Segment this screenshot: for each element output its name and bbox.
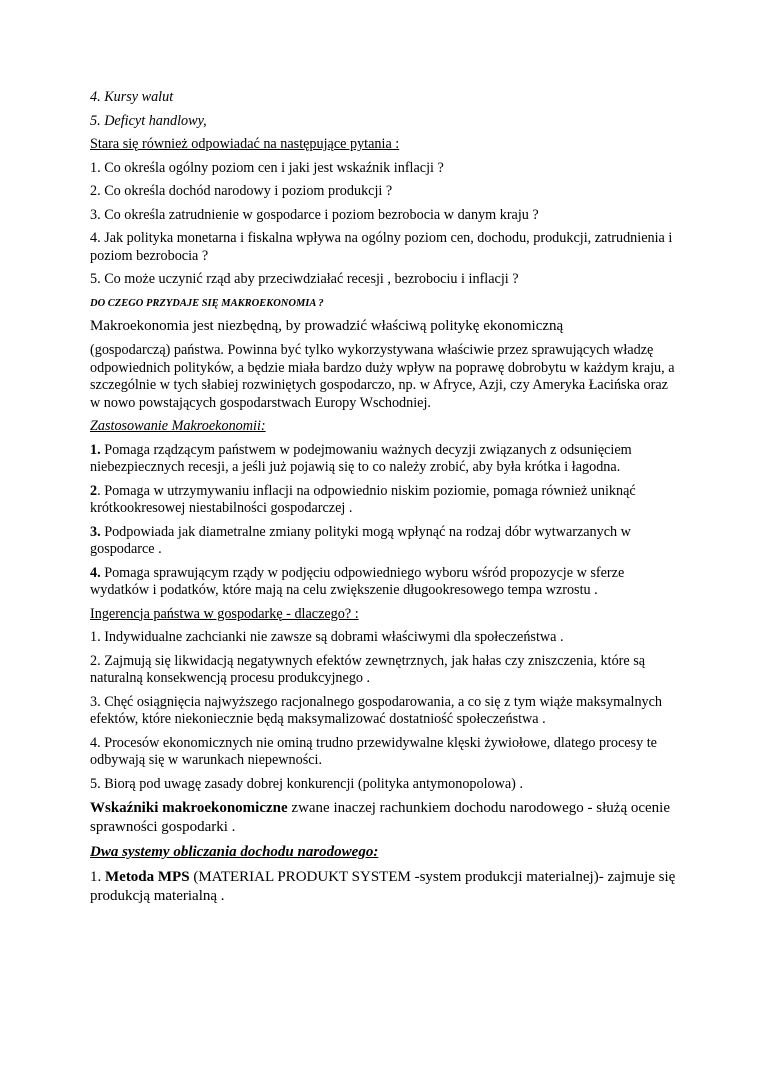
indicators-paragraph: [90, 799, 680, 837]
question-item: 2. Co określa dochód narodowy i poziom produkcji ?: [90, 183, 393, 199]
section-heading: DO CZEGO PRZYDAJE SIĘ MAKROEKONOMIA ?: [90, 297, 324, 309]
question-item: 4. Jak polityka monetarna i fiskalna wpływa na ogólny poziom cen, dochodu, produkcji, zatrudnienia i poziom bezrobocia ?: [90, 230, 673, 264]
item-text: Pomaga sprawującym rządy w podjęciu odpowiedniego wyboru wśród propozycje w sferze wydatków i podatków, które mają na celu zwiększenie długookresowego tempa wzrostu .: [90, 564, 625, 598]
mps-term: Metoda MPS: [105, 869, 190, 885]
item-number: 1.: [90, 441, 101, 458]
question-item: 3. Co określa zatrudnienie w gospodarce i poziom bezrobocia w danym kraju ?: [90, 206, 539, 223]
intervention-item: 2. Zajmują się likwidacją negatywnych efektów zewnętrznych, jak hałas czy zniszczenia, które są naturalną konsekwencją procesu produkcyjnego .: [90, 652, 646, 686]
intervention-item: 3. Chęć osiągnięcia najwyższego racjonalnego gospodarowania, a co się z tym wiąże maksymalnych efektów, które niekoniecznie będą maksymalizować dostatniość społeczeństwa .: [90, 693, 663, 727]
list-item: 4. Kursy walut: [90, 89, 174, 105]
item-number: 4.: [90, 564, 101, 581]
application-item: [90, 442, 680, 477]
intervention-item: 4. Procesów ekonomicznych nie ominą trudno przewidywalne klęski żywiołowe, dlatego procesy te odbywają się w warunkach niepewności.: [90, 734, 657, 768]
mps-text: (MATERIAL PRODUKT SYSTEM -system produkcji materialnej)- zajmuje się produkcją materialną .: [90, 869, 676, 904]
document-content: [90, 89, 680, 912]
intro-line: Makroekonomia jest niezbędną, by prowadzić właściwą politykę ekonomiczną: [90, 318, 564, 334]
item-text: Podpowiada jak diametralne zmiany polityki mogą wpłynąć na rodzaj dóbr wytwarzanych w gospodarce .: [90, 523, 631, 557]
item-text: Pomaga rządzącym państwem w podejmowaniu ważnych decyzji związanych z odsunięciem niebezpiecznych recesji, a jeśli już pojawią się to co należy zrobić, aby była krótka i łagodna.: [90, 441, 632, 475]
applications-heading: Zastosowanie Makroekonomii:: [90, 418, 266, 434]
intervention-heading: Ingerencja państwa w gospodarkę - dlaczego? :: [90, 605, 359, 622]
systems-heading: Dwa systemy obliczania dochodu narodowego:: [90, 844, 379, 860]
intervention-item: 5. Biorą pod uwagę zasady dobrej konkurencji (polityka antymonopolowa) .: [90, 775, 524, 792]
indicators-term: Wskaźniki makroekonomiczne: [90, 800, 288, 816]
item-number: 3.: [90, 523, 101, 540]
application-item: [90, 524, 680, 559]
intervention-item: 1. Indywidualne zachcianki nie zawsze są dobrami właściwymi dla społeczeństwa .: [90, 629, 564, 645]
mps-number: 1.: [90, 869, 105, 885]
intro-paragraph: (gospodarczą) państwa. Powinna być tylko wykorzystywana właściwie przez sprawujących władzę odpowiednich polityków, a będzie miała bardzo duży wpływ na poprawę dobrobytu w każdym kraju, a szczególnie w tych słabiej rozwiniętych gospodarczo, np. w Afryce, Azji, czy Ameryka Łacińska oraz w nowo powstających gospodarstwach Europy Wschodniej.: [90, 342, 675, 411]
item-text: . Pomaga w utrzymywaniu inflacji na odpowiednio niskim poziomie, pomaga również uniknąć krótkookresowej niestabilności gospodarczej .: [90, 482, 636, 516]
questions-intro: Stara się również odpowiadać na następujące pytania :: [90, 136, 400, 152]
application-item: [90, 565, 680, 600]
list-item: 5. Deficyt handlowy,: [90, 112, 207, 129]
application-item: [90, 483, 680, 518]
item-number: 2: [90, 482, 98, 499]
question-item: 5. Co może uczynić rząd aby przeciwdziałać recesji , bezrobociu i inflacji ?: [90, 271, 519, 287]
indicators-text: zwane inaczej rachunkiem dochodu narodowego - służą ocenie sprawności gospodarki .: [90, 800, 670, 835]
question-item: 1. Co określa ogólny poziom cen i jaki jest wskaźnik inflacji ?: [90, 159, 444, 176]
mps-paragraph: [90, 868, 680, 906]
